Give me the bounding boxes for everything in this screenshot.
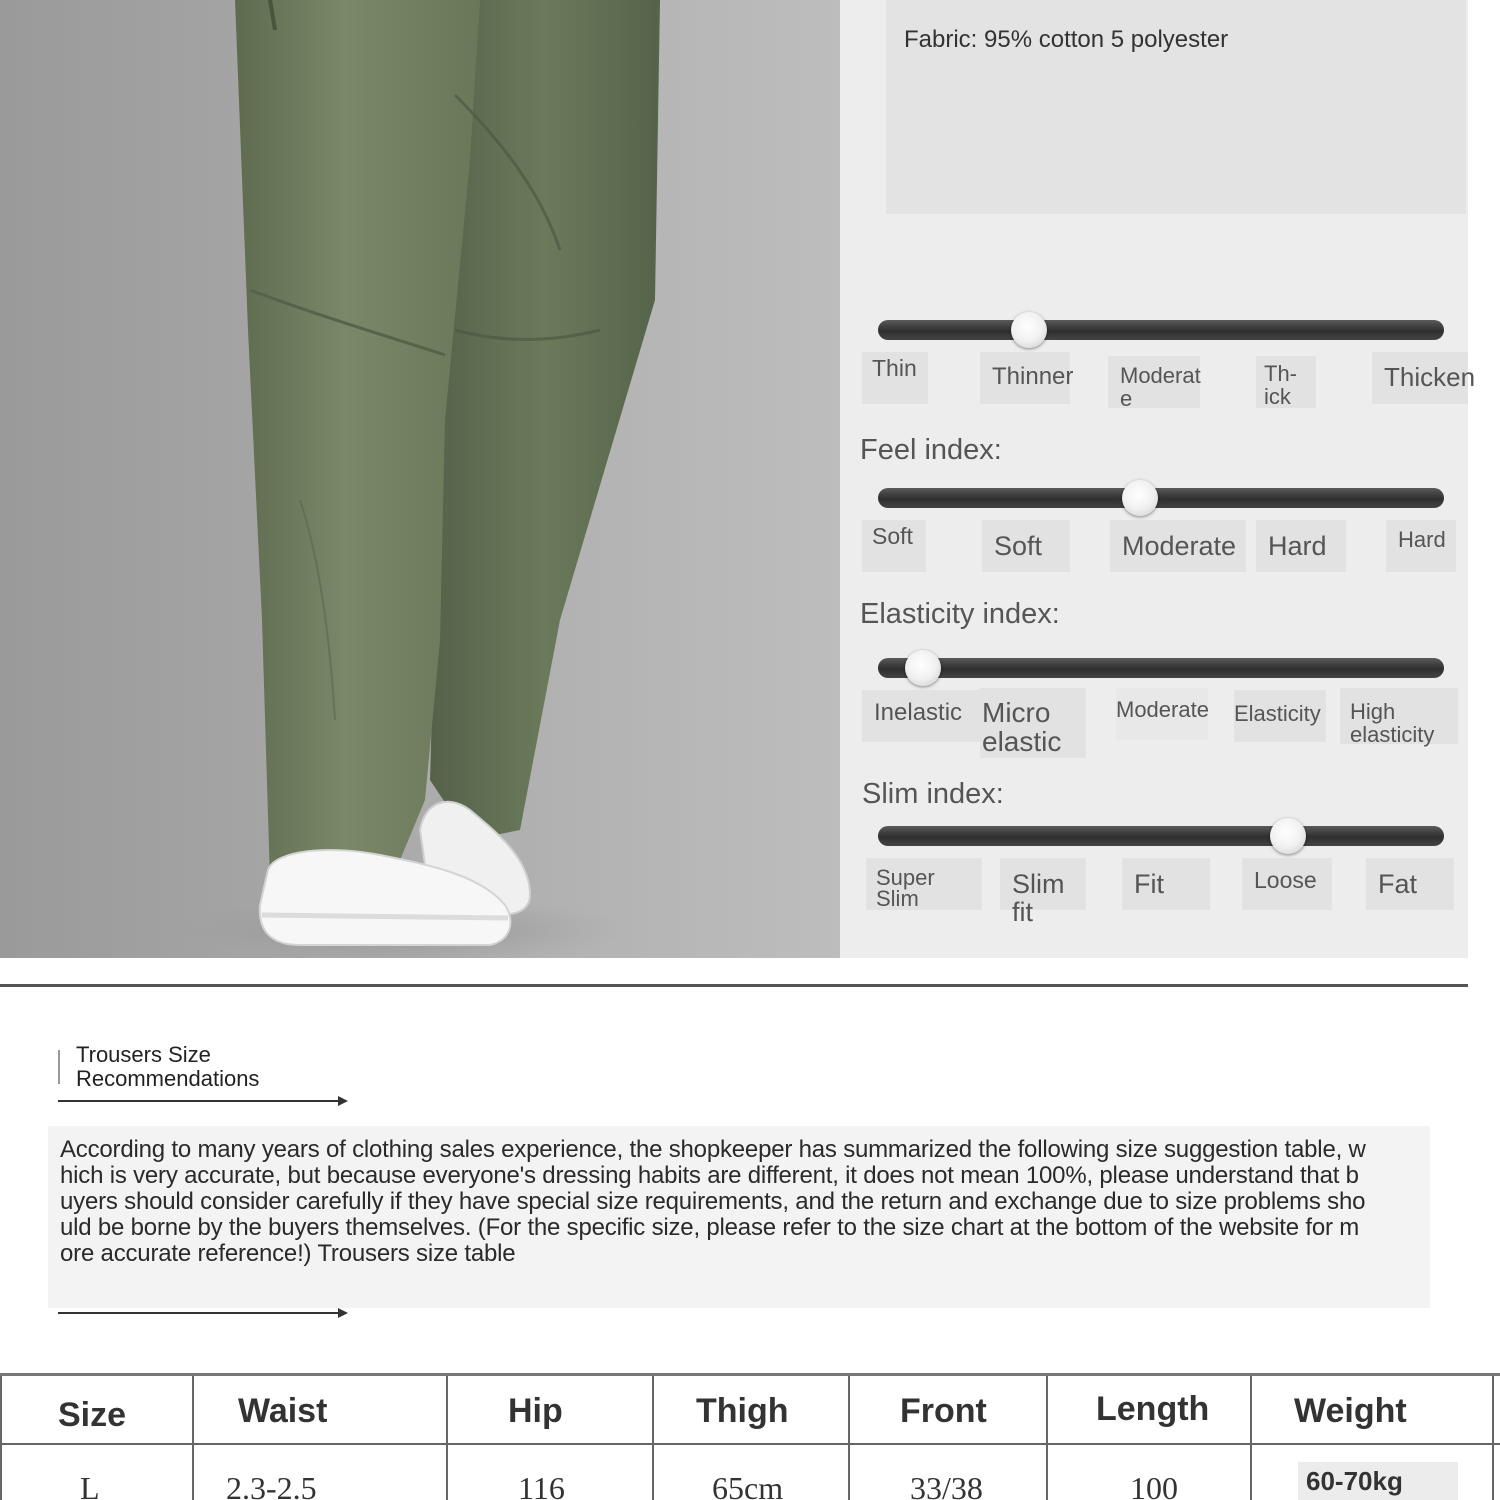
size-table-header-front: Front — [900, 1392, 987, 1430]
fabric-text: Fabric: 95% cotton 5 polyester — [904, 26, 1229, 53]
size-table-column-divider — [1046, 1376, 1048, 1500]
arrow-icon — [58, 1095, 348, 1107]
feel-option-soft-1: Soft — [862, 520, 926, 572]
size-table-cell-weight: 60-70kg — [1298, 1462, 1458, 1500]
elasticity-option-inelastic: Inelastic — [862, 690, 980, 742]
thickness-option-thin: Thin — [862, 352, 928, 404]
size-table-cell-size: L — [80, 1470, 100, 1500]
slim-option-slim-fit: Slim fit — [1000, 858, 1086, 910]
thickness-option-thicken: Thicken — [1372, 352, 1468, 404]
size-table-cell-front: 33/38 — [910, 1470, 983, 1500]
slim-option-fat: Fat — [1366, 858, 1454, 910]
size-table-column-divider — [1250, 1376, 1252, 1500]
size-table-column-divider — [1492, 1376, 1494, 1500]
trousers-illustration — [0, 0, 840, 958]
section-divider — [0, 984, 1468, 987]
size-table-cell-length: 100 — [1130, 1470, 1178, 1500]
size-table-header-thigh: Thigh — [696, 1392, 789, 1430]
size-table-top-border — [0, 1373, 1500, 1376]
size-table-header-border — [0, 1443, 1500, 1445]
size-table-column-divider — [192, 1376, 194, 1500]
slim-option-fit: Fit — [1122, 858, 1210, 910]
slim-slider-handle[interactable] — [1270, 818, 1306, 854]
size-table-header-length: Length — [1096, 1390, 1210, 1428]
elasticity-option-high-elasticity: High elasticity — [1340, 688, 1458, 744]
feel-slider-handle[interactable] — [1122, 480, 1158, 516]
feel-option-moderate: Moderate — [1110, 520, 1246, 572]
size-table-header-weight: Weight — [1294, 1392, 1407, 1430]
elasticity-slider[interactable] — [878, 658, 1444, 678]
thickness-option-thinner: Thinner — [980, 352, 1070, 404]
slim-option-super-slim: Super Slim — [866, 858, 982, 910]
thickness-option-moderate: Moderat e — [1108, 356, 1200, 408]
feel-option-hard-2: Hard — [1386, 520, 1456, 572]
feel-slider[interactable] — [878, 488, 1444, 508]
thickness-slider-handle[interactable] — [1011, 312, 1047, 348]
slim-option-loose: Loose — [1242, 858, 1332, 910]
elasticity-option-moderate: Moderate — [1116, 688, 1208, 740]
recommendations-title: Trousers Size Recommendations — [76, 1042, 260, 1091]
arrow-icon — [58, 1307, 348, 1319]
thickness-option-thick: Th- ick — [1256, 356, 1316, 408]
size-table-cell-thigh: 65cm — [712, 1470, 784, 1500]
product-photo — [0, 0, 840, 958]
size-table-header-size: Size — [58, 1396, 127, 1434]
feel-option-hard-1: Hard — [1256, 520, 1346, 572]
feel-index-title: Feel index: — [860, 434, 1002, 466]
recommendations-marker — [58, 1050, 60, 1084]
elasticity-option-elasticity: Elasticity — [1234, 690, 1326, 742]
thickness-slider[interactable] — [878, 320, 1444, 340]
size-table-column-divider — [0, 1376, 2, 1500]
size-table-cell-hip: 116 — [518, 1470, 565, 1500]
elasticity-option-micro-elastic: Micro elastic — [980, 688, 1086, 758]
slim-index-title: Slim index: — [862, 778, 1004, 810]
slim-slider[interactable] — [878, 826, 1444, 846]
size-table-column-divider — [848, 1376, 850, 1500]
recommendations-body: According to many years of clothing sales experience, the shopkeeper has summarized the following size suggestion table, which is very accurate, but because everyone's dressing habits are different, it does not mean 100%, please understand that buyers should consider carefully if they have special size requirements, and the return and exchange due to size problems should be borne by the buyers themselves. (For the specific size, please refer to the size chart at the bottom of the website for more accurate reference!) Trousers size table — [60, 1136, 1366, 1267]
size-table-header-waist: Waist — [238, 1392, 328, 1430]
size-table-header-hip: Hip — [508, 1392, 563, 1430]
size-table-cell-waist: 2.3-2.5 — [226, 1470, 317, 1500]
feel-option-soft-2: Soft — [982, 520, 1070, 572]
elasticity-index-title: Elasticity index: — [860, 598, 1060, 630]
size-table-column-divider — [652, 1376, 654, 1500]
elasticity-slider-handle[interactable] — [905, 650, 941, 686]
size-table-column-divider — [446, 1376, 448, 1500]
